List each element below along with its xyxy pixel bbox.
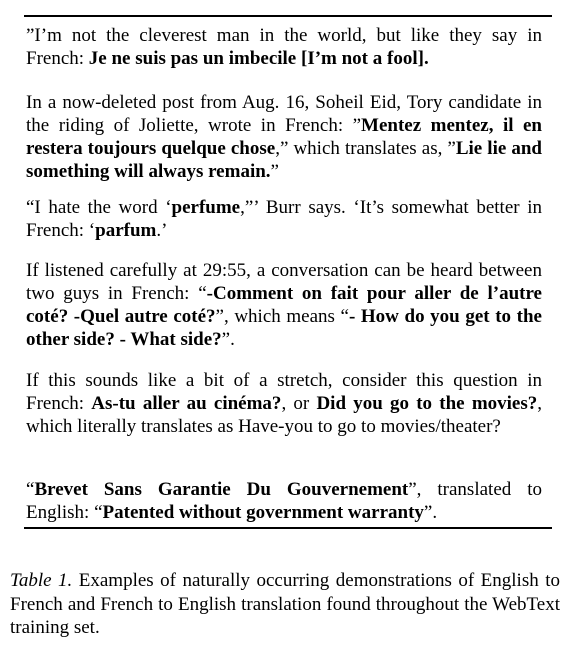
example-bold-text: -Comment on fait pour aller de l’autre coté? -Quel autre coté? [26,283,542,327]
example-bold-text: Brevet Sans Garantie Du Gouvernement [34,479,409,500]
example-text: ”, which means “ [215,306,349,327]
example-bold-text: As-tu aller au cinéma? [91,393,282,414]
table-caption [10,569,560,640]
example-bold-text: Patented without government warranty [102,502,424,523]
example-text: .’ [156,220,168,241]
example-1 [26,24,542,70]
example-text: If this sounds like a bit of a stretch, consider this question in French: [26,370,542,414]
caption-label: Table 1. [10,570,73,591]
example-text: , which literally translates as Have-you to go to movies/theater? [26,393,542,437]
example-text: “I hate the word ‘ [26,197,172,218]
table-top-rule [24,15,552,17]
example-4 [26,259,542,351]
example-5 [26,369,542,438]
example-text: “ [26,479,35,500]
example-2 [26,91,542,183]
example-text: ”I’m not the cleverest man in the world, but like they say in French: [26,25,542,69]
example-text: ,” which translates as, ” [275,138,456,159]
example-bold-text: parfum [95,220,157,241]
example-text: ” [270,161,279,182]
example-6 [26,478,542,524]
example-bold-text: Mentez mentez, il en restera toujours quelque chose [26,115,542,159]
example-bold-text: Je ne suis pas un imbecile [I’m not a fool]. [88,48,429,69]
example-text: , or [281,393,317,414]
example-text: If listened carefully at 29:55, a conversation can be heard between two guys in French: “ [26,260,542,304]
example-bold-text: perfume [171,197,241,218]
caption-text: Examples of naturally occurring demonstrations of English to French and French to English translation found throughout the WebText training set. [10,570,560,638]
example-bold-text: Lie lie and something will always remain. [26,138,542,182]
example-text: ”, translated to English: “ [26,479,542,523]
example-text: ,”’ Burr says. ‘It’s somewhat better in French: ‘ [26,197,542,241]
example-bold-text: - How do you get to the other side? - What side? [26,306,542,350]
example-bold-text: Did you go to the movies? [316,393,538,414]
example-text: ”. [423,502,438,523]
example-3 [26,196,542,242]
example-text: ”. [221,329,235,350]
example-text: In a now-deleted post from Aug. 16, Soheil Eid, Tory candidate in the riding of Joliette, wrote in French: ” [26,92,542,136]
table-bottom-rule [24,527,552,529]
